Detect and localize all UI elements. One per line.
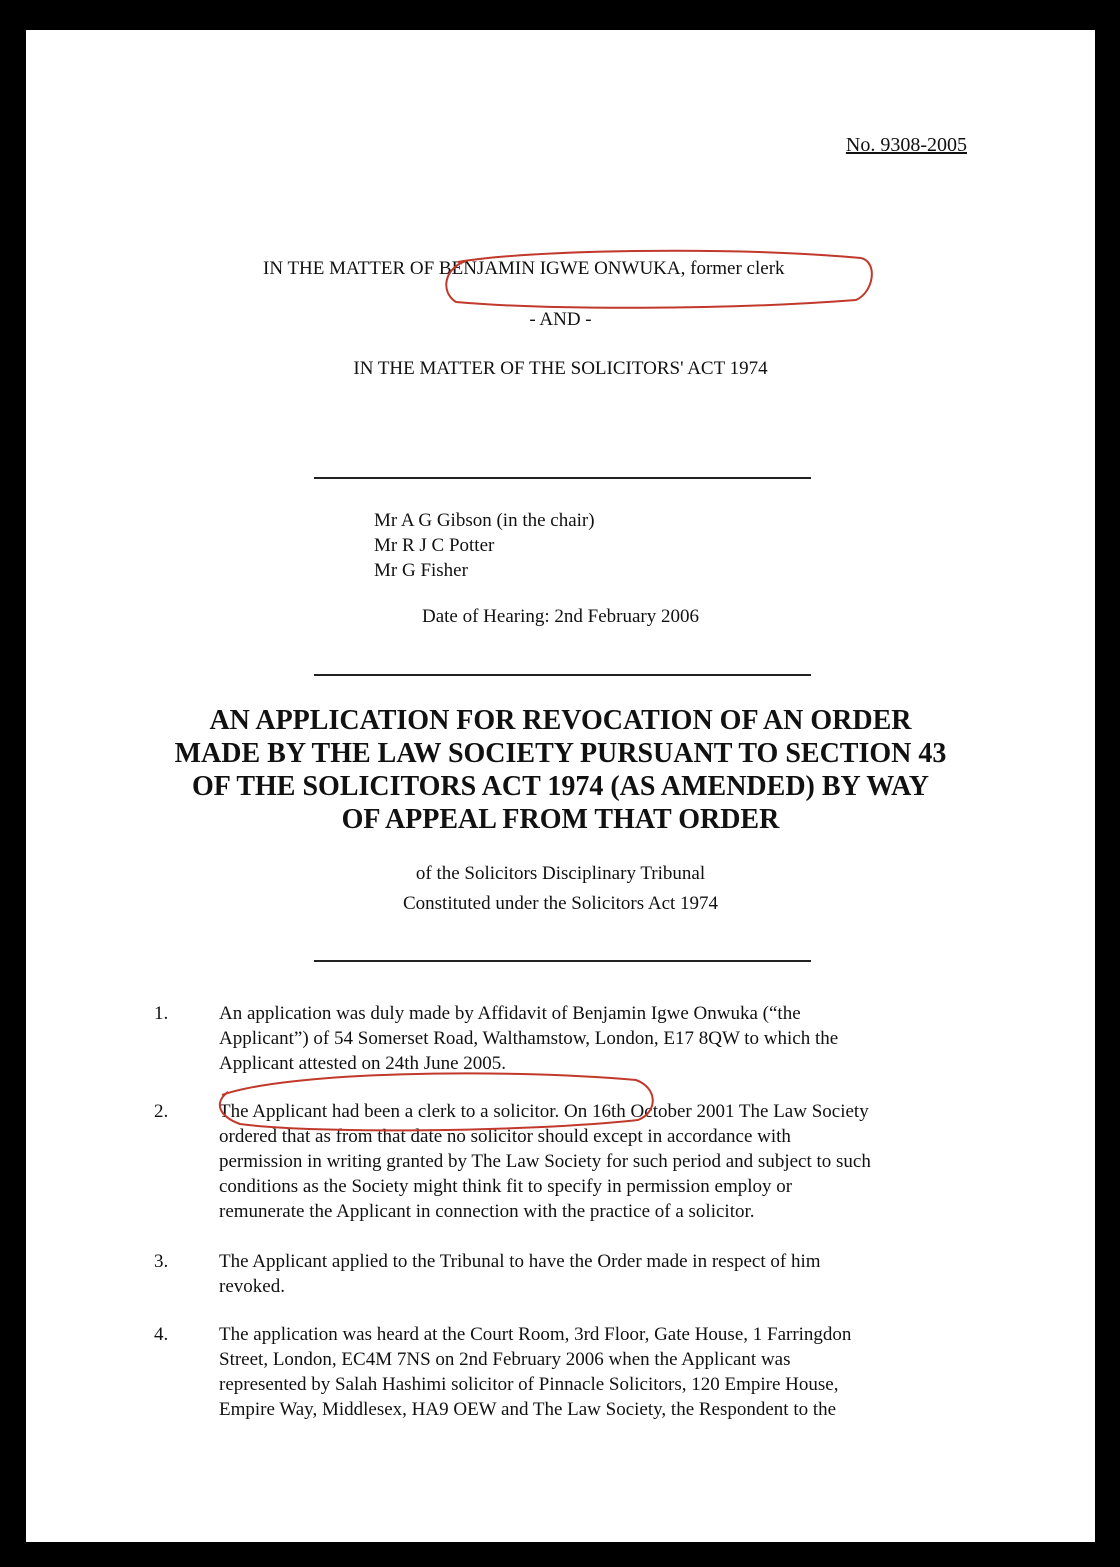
paragraph-4 [154,1322,974,1422]
matter-line-act: IN THE MATTER OF THE SOLICITORS' ACT 1974 [353,358,768,379]
paragraph-line: permission in writing granted by The Law Society for such period and subject to such [219,1151,871,1172]
divider-rule [314,477,811,479]
paragraph-line: conditions as the Society might think fit to specify in permission employ or [219,1176,793,1197]
matter-line-respondent: IN THE MATTER OF BENJAMIN IGWE ONWUKA, former clerk [263,258,785,279]
title-line: OF APPEAL FROM THAT ORDER [341,804,780,835]
divider-rule [314,960,811,962]
panel-member: Mr G Fisher [374,560,468,581]
divider-rule [314,674,811,676]
paragraph-text [219,1099,974,1224]
paragraph-line: An application was duly made by Affidavit of Benjamin Igwe Onwuka (“the [219,1003,801,1024]
paragraph-2 [154,1099,974,1224]
paragraph-text [219,1001,974,1076]
paragraph-number: 1. [154,1003,169,1024]
subtitle-line: of the Solicitors Disciplinary Tribunal [415,863,706,884]
hearing-date: Date of Hearing: 2nd February 2006 [421,606,699,627]
and-separator: - AND - [529,309,592,330]
title-line: MADE BY THE LAW SOCIETY PURSUANT TO SECTION 43 [174,738,947,769]
paragraph-3 [154,1249,974,1299]
paragraph-line: Applicant attested on 24th June 2005. [219,1053,507,1074]
paragraph-number: 3. [154,1251,169,1272]
paragraph-line: Street, London, EC4M 7NS on 2nd February 2006 when the Applicant was [219,1349,791,1370]
subtitle-line: Constituted under the Solicitors Act 1974 [402,893,719,914]
paragraph-text [219,1322,974,1422]
document-page [26,30,1095,1542]
paragraph-line: Applicant”) of 54 Somerset Road, Walthamstow, London, E17 8QW to which the [219,1028,839,1049]
paragraph-1 [154,1001,974,1076]
title-line: OF THE SOLICITORS ACT 1974 (AS AMENDED) BY WAY [192,771,929,802]
paragraph-line: ordered that as from that date no solicitor should except in accordance with [219,1126,791,1147]
paragraph-line: represented by Salah Hashimi solicitor of Pinnacle Solicitors, 120 Empire House, [219,1374,839,1395]
paragraph-line: Empire Way, Middlesex, HA9 OEW and The Law Society, the Respondent to the [219,1399,837,1420]
paragraph-line: revoked. [219,1276,285,1297]
panel-member: Mr A G Gibson (in the chair) [374,510,595,531]
paragraph-line: remunerate the Applicant in connection with the practice of a solicitor. [219,1201,755,1222]
tribunal-panel [374,508,595,583]
paragraph-text [219,1249,974,1299]
document-title [136,704,985,836]
paragraph-number: 2. [154,1101,169,1122]
paragraph-number: 4. [154,1324,169,1345]
paragraph-line: The application was heard at the Court Room, 3rd Floor, Gate House, 1 Farringdon [219,1324,852,1345]
panel-member: Mr R J C Potter [374,535,495,556]
tribunal-subtitle [26,859,1095,919]
title-line: AN APPLICATION FOR REVOCATION OF AN ORDER [209,705,912,736]
case-number: No. 9308-2005 [845,134,967,156]
paragraph-line: The Applicant had been a clerk to a solicitor. On 16th October 2001 The Law Society [219,1101,869,1122]
paragraph-line: The Applicant applied to the Tribunal to have the Order made in respect of him [219,1251,821,1272]
